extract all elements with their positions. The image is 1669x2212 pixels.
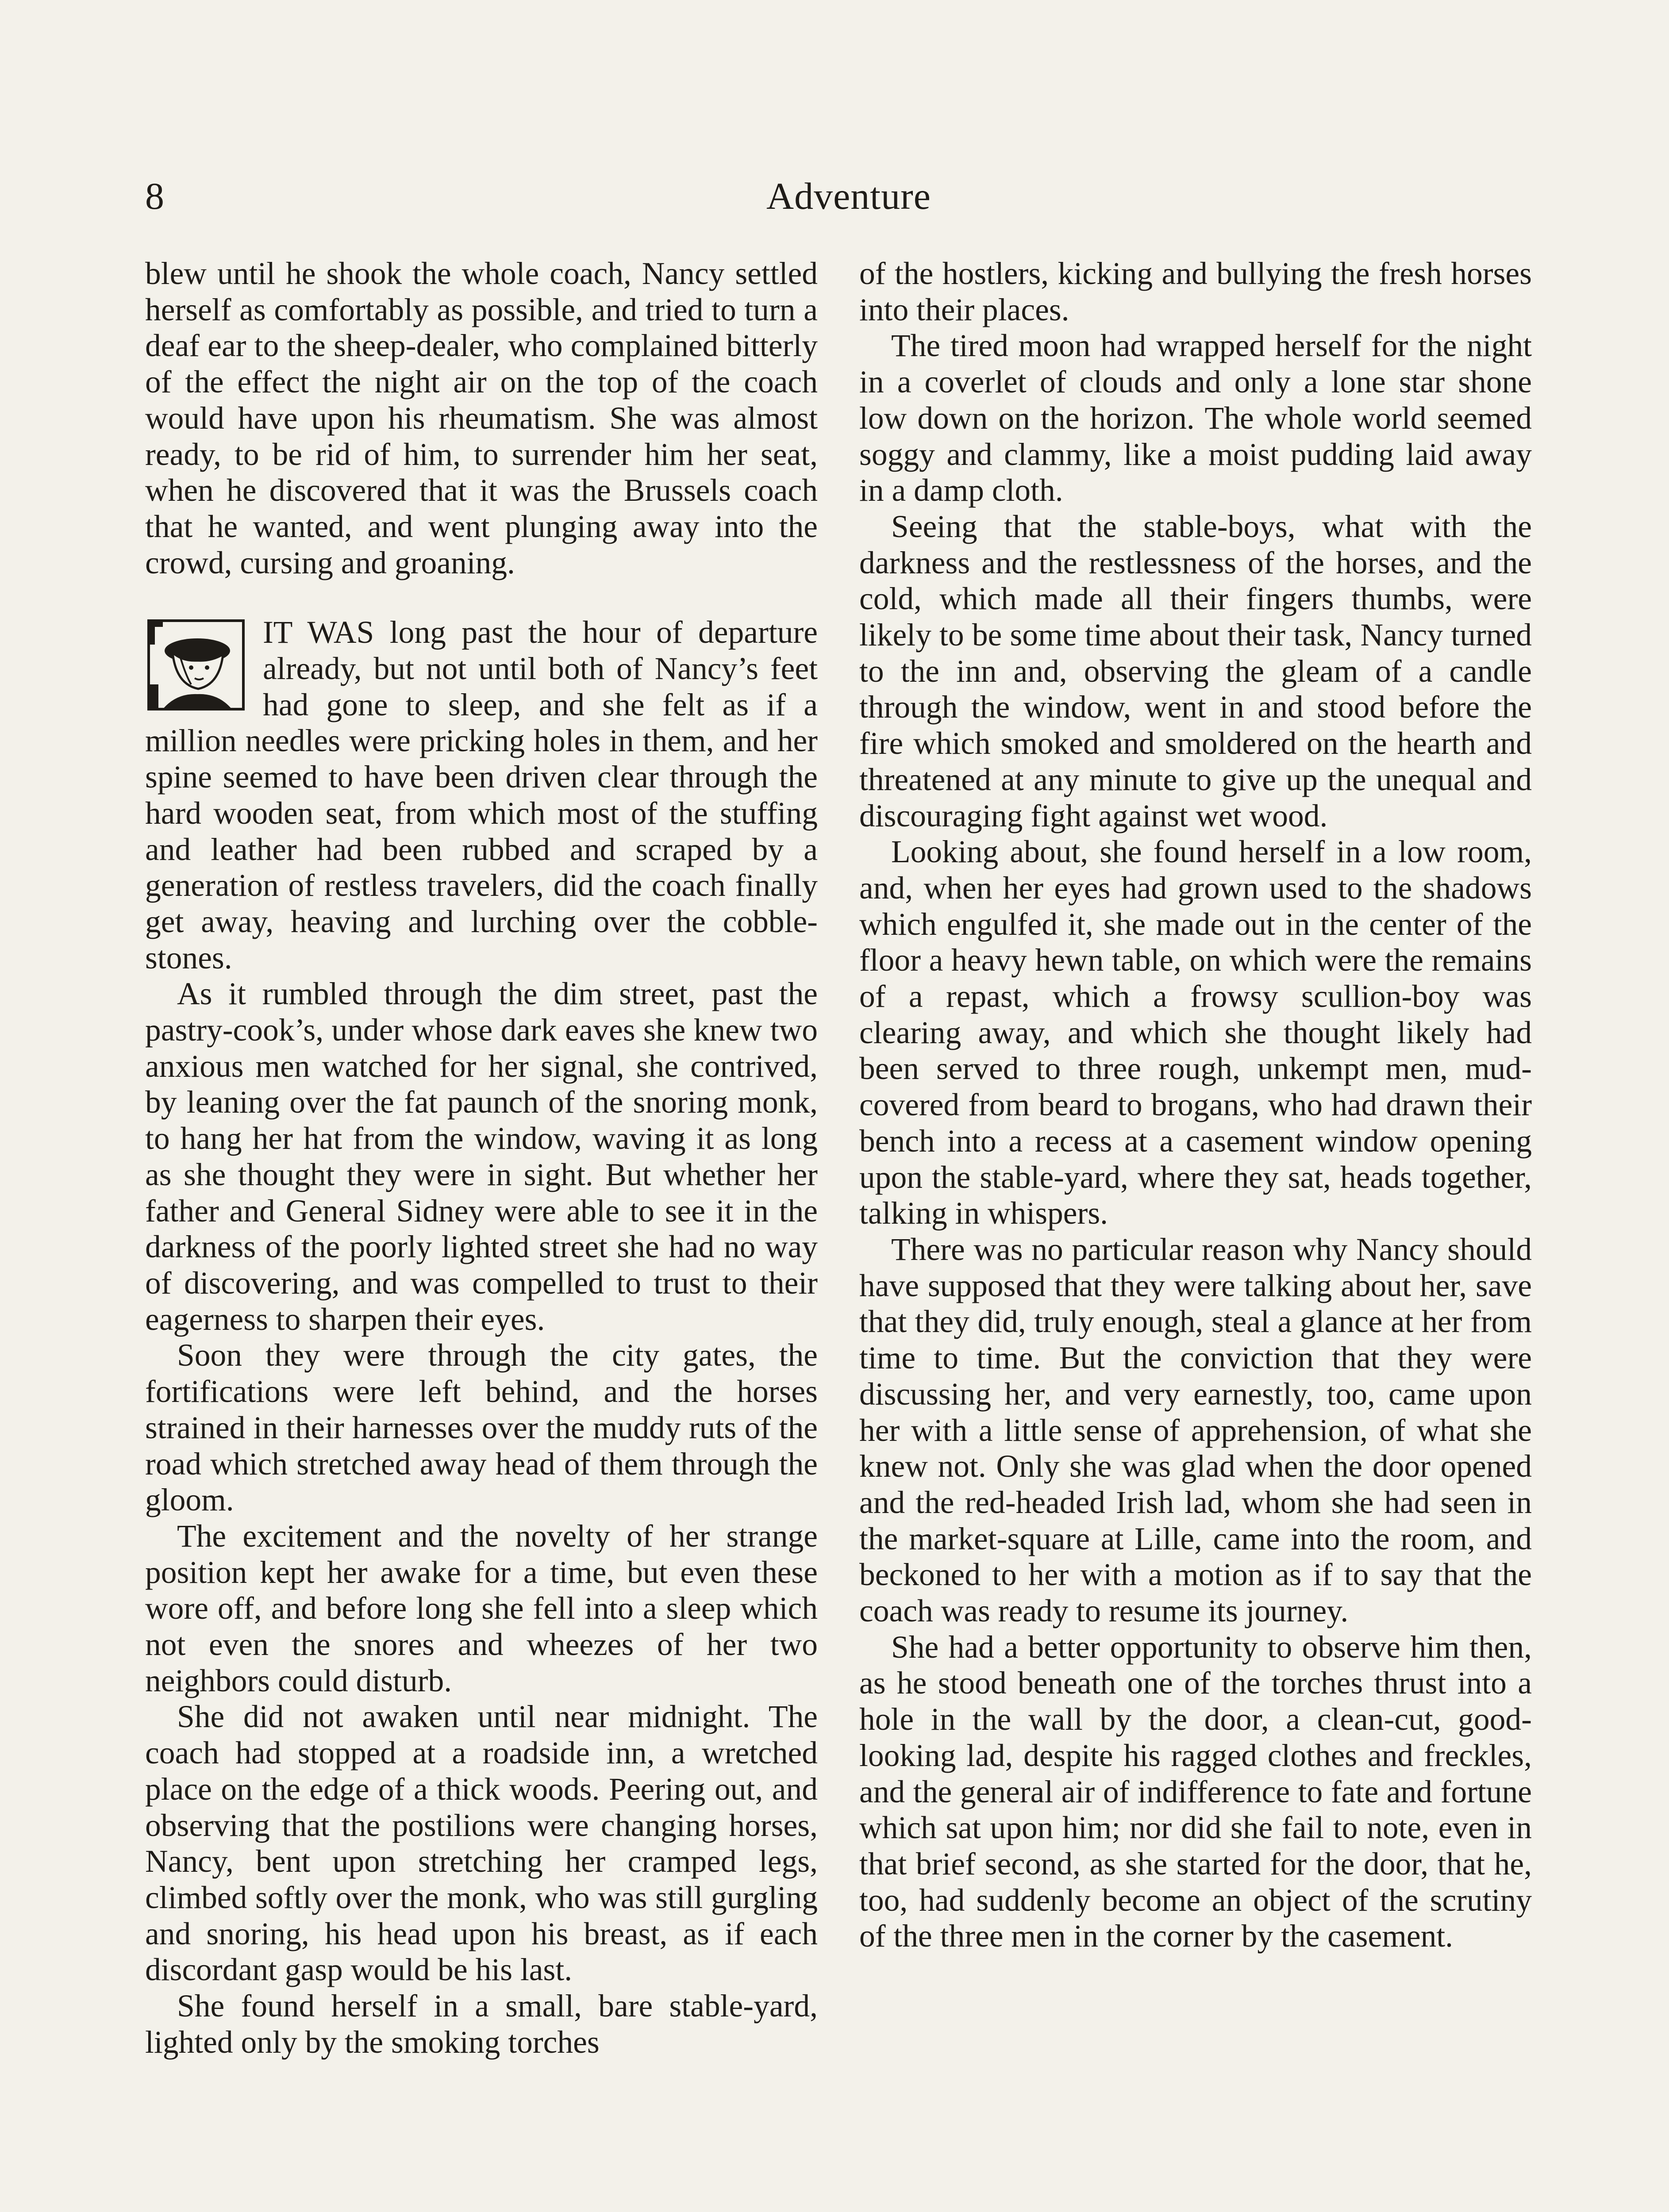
page-number: 8	[145, 175, 164, 217]
paragraph: blew until he shook the whole coach, Nancy settled herself as comfortably as possible, and tried to turn a deaf ear to the sheep-dealer, who complained bitterly of the effect the night air on the top of the coach would have upon his rheumatism. She was almost ready, to be rid of him, to surrender him her seat, when he discovered that it was the Brussels coach that he wanted, and went plunging away into the crowd, cursing and groaning.	[145, 256, 818, 580]
paragraph: Looking about, she found herself in a low room, and, when her eyes had grown used to the shadows which engulfed it, she made out in the center of the floor a heavy hewn table, on which were the remains of a repast, which a frowsy scullion-boy was clearing away, and which she thought likely had been served to three rough, unkempt men, mud-covered from beard to brogans, who had drawn their bench into a recess at a casement window opening upon the stable-yard, where they sat, heads together, talking in whispers.	[859, 834, 1532, 1231]
paragraph: She had a better opportunity to observe him then, as he stood beneath one of the torches thrust into a hole in the wall by the door, a clean-cut, good-looking lad, despite his ragged clothes and freckles, and the general air of indifference to fate and fortune which sat upon him; nor did she fail to note, even in that brief second, as she started for the door, that he, too, had suddenly become an object of the scrutiny of the three men in the corner by the casement.	[859, 1629, 1532, 1954]
paragraph: As it rumbled through the dim street, past the pastry-cook’s, under whose dark eaves she knew two anxious men watched for her signal, she contrived, by leaning over the fat paunch of the snoring monk, to hang her hat from the window, waving it as long as she thought they were in sight. But whether her father and General Sidney were able to see it in the darkness of the poorly lighted street she had no way of discovering, and was compelled to trust to their eagerness to sharpen their eyes.	[145, 976, 818, 1337]
paragraph: of the hostlers, kicking and bullying the fresh horses into their places.	[859, 256, 1532, 327]
page-header	[145, 172, 1552, 225]
running-title: Adventure	[766, 175, 931, 217]
paragraph: The tired moon had wrapped herself for the night in a coverlet of clouds and only a lone star shone low down on the horizon. The whole world seemed soggy and clammy, like a moist pudding laid away in a damp cloth.	[859, 328, 1532, 508]
paragraph: There was no particular reason why Nancy should have supposed that they were talking about her, save that they did, truly enough, steal a glance at her from time to time. But the conviction that they were discussing her, and very earnestly, too, came upon her with a little sense of apprehension, of what she knew not. Only she was glad when the door opened and the red-headed Irish lad, whom she had seen in the market-square at Lille, came into the room, and beckoned to her with a motion as if to say that the coach was ready to resume its journey.	[859, 1232, 1532, 1629]
paragraph: She found herself in a small, bare stable-yard, lighted only by the smoking torches	[145, 1989, 818, 2060]
paragraph: The excitement and the novelty of her strange position kept her awake for a time, but even these wore off, and before long she fell into a sleep which not even the snores and wheezes of her two neighbors could disturb.	[145, 1518, 818, 1698]
paragraph: Seeing that the stable-boys, what with the darkness and the restlessness of the horses, and the cold, which made all their fingers thumbs, were likely to be some time about their task, Nancy turned to the inn and, observing the gleam of a candle through the window, went in and stood before the fire which smoked and smoldered on the hearth and threatened at any minute to give up the unequal and discouraging fight against wet wood.	[859, 509, 1532, 833]
paragraph: Soon they were through the city gates, the fortifications were left behind, and the horses strained in their harnesses over the muddy ruts of the road which stretched away head of them through the gloom.	[145, 1338, 818, 1518]
left-column	[145, 256, 818, 2060]
paragraph-text: IT WAS long past the hour of departure already, but not until both of Nancy’s feet had gone to sleep, and she felt as if a million needles were pricking holes in them, and her spine seemed to have been driven clear through the hard wooden seat, from which most of the stuffing and leather had been rubbed and scraped by a generation of restless travelers, did the coach finally get away, heaving and lurching over the cobble-stones.	[145, 615, 818, 975]
section-break	[145, 581, 818, 614]
portrait-vignette-icon	[145, 618, 247, 712]
paragraph: She did not awaken until near midnight. The coach had stopped at a roadside inn, a wretched place on the edge of a thick woods. Peering out, and observing that the postilions were changing horses, Nancy, bent upon stretching her cramped legs, climbed softly over the monk, who was still gurgling and snoring, his head upon his breast, as if each discordant gasp would be his last.	[145, 1699, 818, 1988]
right-column	[859, 256, 1532, 1955]
section-opening-paragraph	[145, 614, 818, 976]
